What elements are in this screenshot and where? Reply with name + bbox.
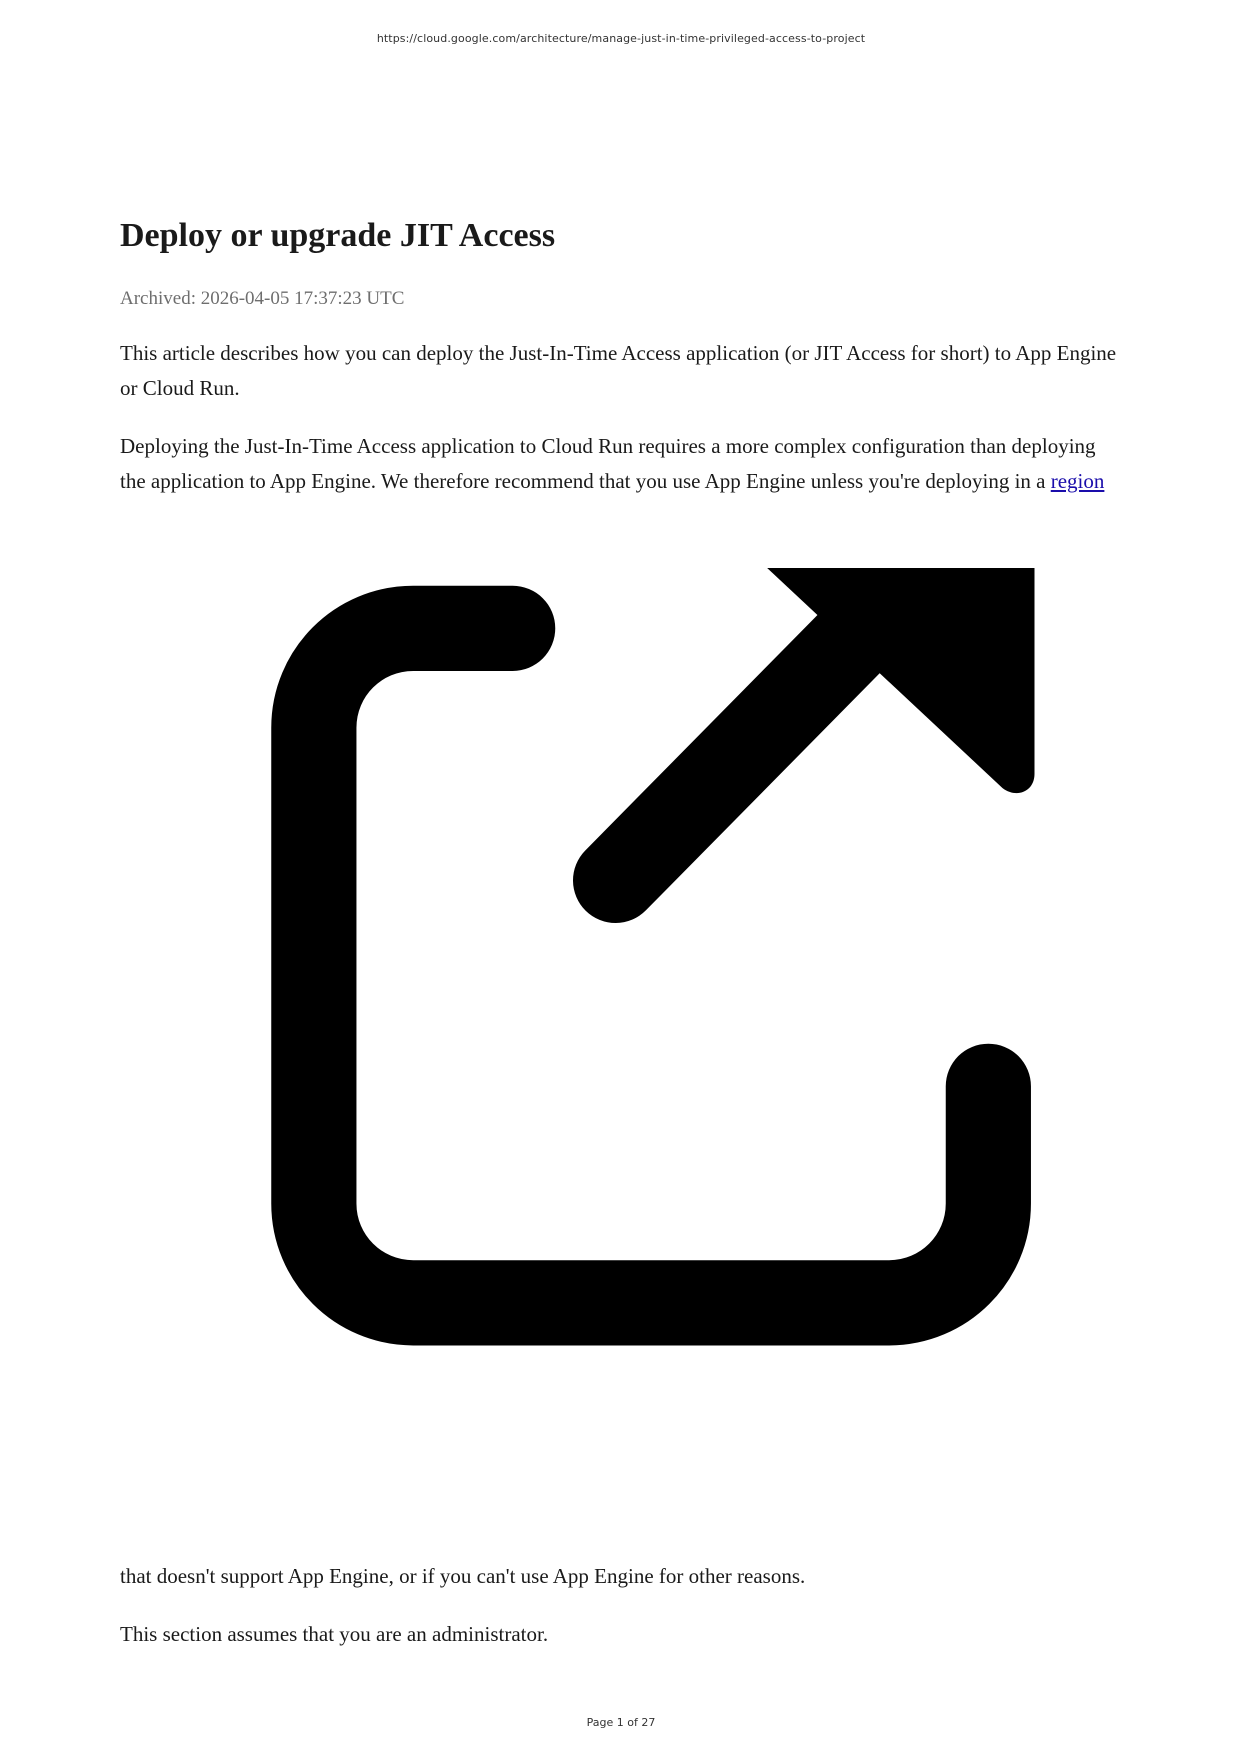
page-title: Deploy or upgrade JIT Access xyxy=(120,217,556,254)
intro-paragraph: This article describes how you can deploy the Just-In-Time Access application (or JIT Access for short) to App Engine or Cloud Run. xyxy=(120,341,1117,400)
page-url-header: https://cloud.google.com/architecture/manage-just-in-time-privileged-access-to-project xyxy=(376,32,866,45)
deployment-paragraph-text: Deploying the Just-In-Time Access application to Cloud Run requires a more complex configuration than deploying the application to App Engine. We therefore recommend that you use App Engine unless you're deploying in a xyxy=(120,434,1096,493)
admin-note-paragraph: This section assumes that you are an administrator. xyxy=(120,1622,549,1646)
region-link[interactable]: region xyxy=(1050,469,1105,493)
deployment-paragraph xyxy=(120,429,1120,499)
archived-timestamp: Archived: 2026-04-05 17:37:23 UTC xyxy=(120,288,405,309)
continuation-paragraph: that doesn't support App Engine, or if you can't use App Engine for other reasons. xyxy=(120,1564,806,1588)
page-number-footer: Page 1 of 27 xyxy=(586,1716,656,1729)
external-link-icon xyxy=(218,568,1070,1420)
